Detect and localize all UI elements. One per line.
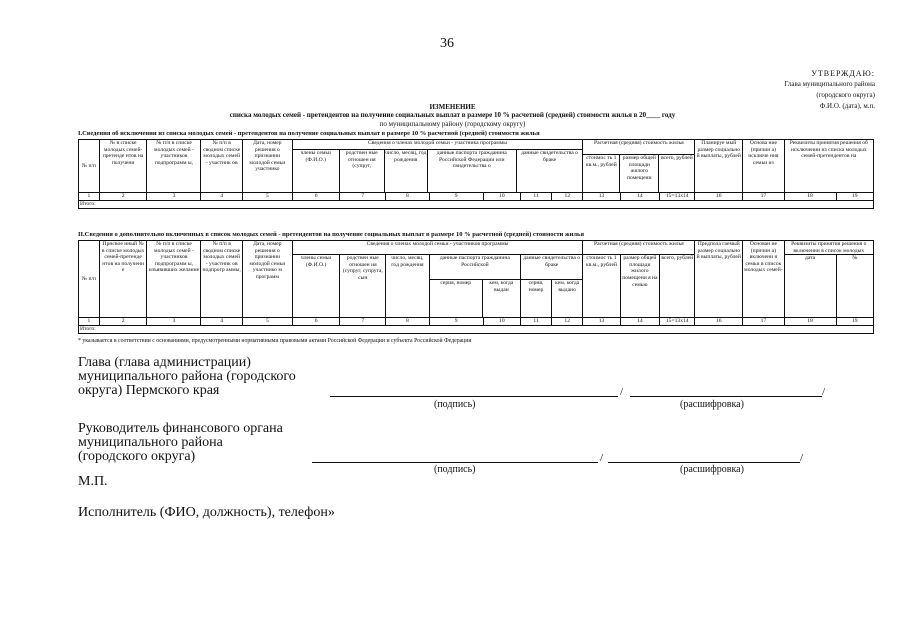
section-2-heading: II.Сведения о дополнительно включенных в список молодых семей - претендентов на получение социальных выплат в размере 10 % расчетной (средней) стоимости жилья: [78, 231, 584, 238]
col-header-marriage-issued: кем, когда выдано: [555, 280, 580, 293]
col-num: 10: [483, 193, 520, 201]
total-row: [79, 201, 874, 209]
col-header-area: размер общей площади жилого помещени я на семью: [620, 255, 659, 318]
col-num: 6: [292, 318, 340, 326]
col-num: 2: [99, 193, 147, 201]
head-sign-caption: (подпись): [434, 399, 476, 410]
col-header-marriage: данные свидетельства о браке: [521, 255, 582, 280]
total-label: Итого:: [79, 326, 874, 334]
col-header-passport: данные паспорта гражданина Российской: [430, 255, 520, 280]
col-header-list-number: № в списке молодых семей-претенде нтов на получени: [99, 140, 147, 193]
col-num: 3: [147, 318, 201, 326]
head-title-line-1: Глава (глава администрации): [78, 355, 251, 370]
fin-slash: /: [600, 452, 604, 464]
col-header-passport-series: серия, номер: [430, 280, 483, 317]
page-number: 36: [440, 36, 454, 51]
stamp-place: М.П.: [78, 474, 108, 489]
col-num: 16: [695, 193, 743, 201]
col-num: 19: [836, 193, 874, 201]
col-header-participants-number: № п/п в списке молодых семей - участников подпрограмм ы,: [147, 140, 201, 193]
col-num: 17: [743, 318, 785, 326]
fin-slash-end: /: [800, 452, 804, 464]
col-header-summary-number: № п/п в сводном списке молодых семей - участник ов: [201, 140, 243, 193]
fin-signature-line: [312, 462, 598, 463]
col-header-passport-issued: кем, когда выдан: [489, 280, 514, 293]
footnote: * указывается в соответствии с основаниями, предусмотренными нормативными правовыми актами Российской Федерации и субъекта Российской Федерации: [78, 338, 472, 344]
col-num: 15=13х14: [660, 318, 695, 326]
col-header-family-members: члены семьи (Ф.И.О.): [292, 255, 340, 318]
head-slash: /: [620, 386, 624, 398]
col-num: 12: [552, 318, 583, 326]
fin-decode-line: [608, 462, 800, 463]
col-num: 1: [79, 193, 100, 201]
col-header-relation: родствен ные отношен ия (супруг,: [340, 150, 385, 192]
document-subtitle-2: по муниципальному району (городскому округу): [379, 120, 526, 128]
col-header-total: всего, рублей: [660, 155, 693, 161]
col-header-decision-number: №: [836, 255, 874, 318]
col-num: 2: [99, 318, 147, 326]
group-header-cost: Расчетная (средняя) стоимость жилья: [583, 241, 695, 255]
fin-sign-caption: (подпись): [434, 464, 476, 475]
group-header-family: Сведения о членах молодой семьи - участников программы: [292, 241, 583, 255]
col-num: 10: [483, 318, 520, 326]
col-num: 11: [521, 318, 552, 326]
col-num: 7: [340, 318, 386, 326]
col-num: 4: [201, 318, 243, 326]
group-header-cost: Расчетная (средняя) стоимость жилья: [583, 140, 694, 155]
col-header-payment-size: Планируе мый размер социально й выплаты, рублей: [695, 140, 743, 193]
col-num: 14: [620, 318, 659, 326]
col-num: 8: [386, 193, 430, 201]
col-header-summary-number: № п/п в сводном списке молодых семей - участник ов подпрогр аммы,: [201, 241, 243, 318]
col-num: 5: [242, 318, 292, 326]
group-header-family: Сведения о членах молодой семьи - участника программы: [293, 140, 583, 150]
col-header-decision-details: Реквизиты принятия решения о включении в список молодых: [784, 241, 873, 255]
fin-title-line-3: (городского округа): [78, 449, 196, 464]
total-row: [79, 326, 874, 334]
col-num: 4: [201, 193, 243, 201]
col-header-birth-date: число, месяц, год рождения: [385, 150, 428, 192]
col-header-decision-date: Дата, номер решения о признании молодой семьи участнико м программ: [242, 241, 292, 318]
section-2-table: [78, 240, 874, 334]
col-header-reason: Основан ие (причин а) включени я семьи в список молодых семей-: [743, 241, 785, 318]
document-subtitle: списка молодых семей - претендентов на получение социальных выплат в размере 10 % расчетной (средней) стоимости жилья в 20____ году: [229, 111, 676, 119]
fin-title-line-2: муниципального района: [78, 435, 223, 450]
head-title-line-2: муниципального района (городского: [78, 369, 296, 384]
col-header-relation: родствен ные отношен ия (супруг, супруга, сын: [340, 255, 386, 318]
col-header-passport: данные паспорта гражданина Российской Федерации или свидетельства о: [428, 150, 517, 192]
column-number-row: [79, 318, 874, 326]
col-num: 5: [242, 193, 292, 201]
head-slash-end: /: [822, 386, 826, 398]
col-num: 14: [620, 193, 659, 201]
col-num: 18: [784, 318, 836, 326]
fin-title-line-1: Руководитель финансового органа: [78, 421, 283, 436]
approval-line-3: Ф.И.О. (дата), м.п.: [819, 102, 875, 110]
col-group-passport: [429, 255, 520, 318]
col-num: 17: [743, 193, 785, 201]
col-header-date: дата: [784, 255, 836, 318]
col-header-number: № п/п: [79, 140, 100, 193]
approval-line-2: (городского округа): [816, 91, 875, 99]
head-signature-line: [330, 396, 618, 397]
col-num: 12: [552, 193, 583, 201]
col-header-price-sqm: стоимос ть 1 кв.м., рублей: [583, 255, 620, 318]
col-num: 19: [836, 318, 874, 326]
col-num: 11: [521, 193, 552, 201]
col-header-price-sqm: стоимос ть 1 кв.м., рублей: [583, 155, 620, 192]
column-number-row: [79, 193, 874, 201]
col-header-total: всего, рублей: [660, 255, 695, 318]
col-num: 9: [429, 318, 483, 326]
col-num: 9: [429, 193, 483, 201]
col-header-decision-date: Дата, номер решения о признании молодой семьи участнико: [242, 140, 292, 193]
col-num: 13: [583, 193, 620, 201]
col-header-marriage: данные свидетельства о браке: [521, 150, 578, 163]
total-label: Итого:: [79, 201, 874, 209]
approval-title: УТВЕРЖДАЮ:: [811, 69, 875, 78]
section-1-heading: I.Сведения об исключении из списка молодых семей - претендентов на получение социальных выплат в размере 10 % расчетной (средней) стоимости жилья: [78, 130, 540, 137]
col-num: 1: [79, 318, 100, 326]
section-1-table: [78, 139, 874, 209]
col-header-marriage-series: серия, номер: [521, 280, 552, 317]
col-group-marriage: [521, 255, 583, 318]
head-decode-caption: (расшифровка): [680, 399, 744, 410]
col-header-payment-size: Предпола гаемый размер социально й выплаты, рублей: [695, 241, 743, 318]
executor-line: Исполнитель (ФИО, должность), телефон»: [78, 505, 335, 520]
col-num: 8: [386, 318, 430, 326]
col-header-birth-date: число, месяц, год рождения: [386, 255, 430, 318]
col-header-reason: Основа ние (причин а) исключе ния семьи из: [743, 140, 785, 193]
col-num: 16: [695, 318, 743, 326]
fin-decode-caption: (расшифровка): [680, 464, 744, 475]
approval-line-1: Глава муниципального района: [784, 80, 875, 88]
col-num: 18: [784, 193, 836, 201]
col-num: 3: [147, 193, 201, 201]
col-header-participants-number: № п/п в списке молодых семей - участников подпрограмм ы, изъявивших желание: [147, 241, 201, 318]
document-title: ИЗМЕНЕНИЕ: [429, 103, 476, 111]
col-header-decision-details: Реквизиты принятия решения об исключении из списка молодых семей-претендентов на: [784, 140, 873, 193]
col-num: 15=13х14: [660, 193, 695, 201]
col-num: 13: [583, 318, 620, 326]
col-header-area: размер общей площади жилого помещени: [620, 155, 659, 192]
col-num: 6: [292, 193, 340, 201]
col-header-assigned-number: Присвое нный № в списке молодых семей-претенде нтов на получени е: [99, 241, 147, 318]
col-group-housing-cost: [583, 140, 695, 193]
head-title-line-3: округа) Пермского края: [78, 383, 220, 398]
col-num: 7: [340, 193, 386, 201]
col-header-family-members: члены семьи (Ф.И.О.): [293, 150, 340, 192]
head-decode-line: [630, 396, 822, 397]
col-group-family-members: [292, 140, 583, 193]
col-header-number: № п/п: [79, 241, 100, 318]
